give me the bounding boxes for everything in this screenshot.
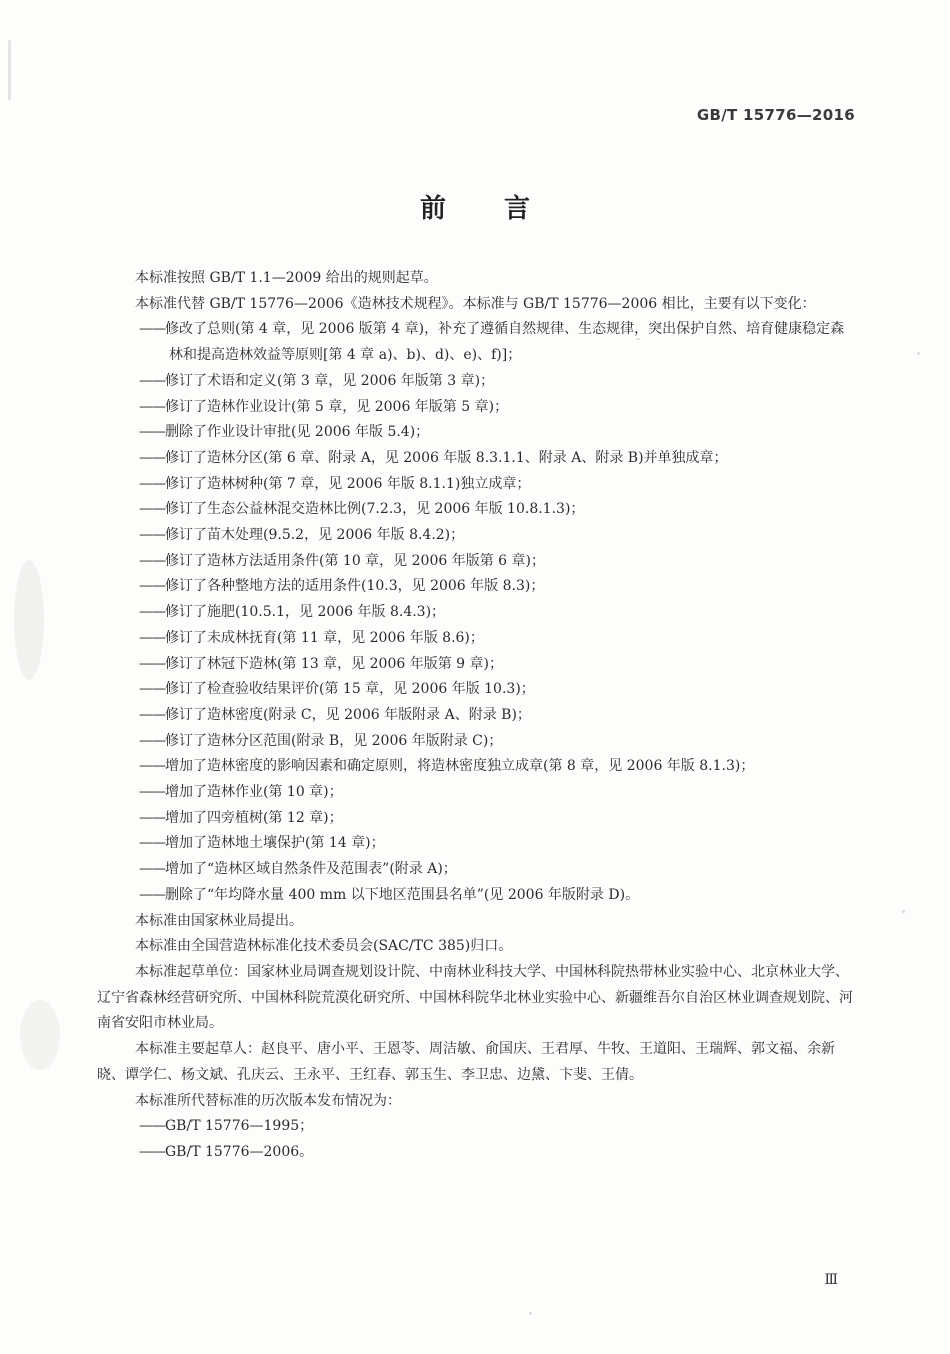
list-item — [97, 497, 857, 523]
list-item — [97, 677, 857, 703]
list-item — [97, 857, 857, 883]
list-marker: —— — [139, 681, 165, 698]
scan-speck — [917, 352, 920, 355]
paragraph: 本标准由国家林业局提出。 — [135, 912, 303, 929]
paragraph: 本标准主要起草人：赵良平、唐小平、王恩苓、周洁敏、俞国庆、王君厚、牛牧、王道阳、王瑞辉、郭文福、余新晓、谭学仁、杨文斌、孔庆云、王永平、王红春、郭玉生、李卫忠、边黛、卞斐、王倩。 — [97, 1041, 835, 1083]
list-item — [97, 652, 857, 678]
list-marker: —— — [139, 809, 165, 826]
list-item-text: 增加了造林密度的影响因素和确定原则，将造林密度独立成章(第 8 章，见 2006 年版 8.1.3)； — [165, 758, 755, 775]
list-item-text: 修订了造林分区(第 6 章、附录 A，见 2006 年版 8.3.1.1、附录 A、附录 B)并单独成章； — [165, 449, 728, 466]
list-item-text: 修订了造林树种(第 7 章，见 2006 年版 8.1.1)独立成章； — [165, 475, 531, 492]
list-marker: —— — [139, 784, 165, 801]
list-item — [97, 420, 857, 446]
document-body — [97, 266, 857, 1166]
list-item-text: 修订了造林密度(附录 C，见 2006 年版附录 A、附录 B)； — [165, 706, 531, 723]
list-item-text: 修订了施肥(10.5.1，见 2006 年版 8.4.3)； — [165, 604, 446, 621]
list-item — [97, 1114, 857, 1140]
list-item — [97, 369, 857, 395]
list-item — [97, 549, 857, 575]
list-item-text: 增加了“造林区域自然条件及范围表”(附录 A)； — [165, 861, 457, 878]
list-item-text: GB/T 15776—1995； — [165, 1118, 314, 1135]
list-marker: —— — [139, 1118, 165, 1135]
list-item-text: 增加了造林作业(第 10 章)； — [165, 784, 343, 801]
list-marker: —— — [139, 655, 165, 672]
list-marker: —— — [139, 1143, 165, 1160]
page-title: 前言 — [419, 194, 588, 224]
list-marker: —— — [139, 835, 165, 852]
scan-speck — [902, 910, 905, 913]
list-item — [97, 317, 857, 368]
paragraph: 本标准起草单位：国家林业局调查规划设计院、中南林业科技大学、中国林科院热带林业实验中心、北京林业大学、辽宁省森林经营研究所、中国林科院荒漠化研究所、中国林科院华北林业实验中心、新疆维吾尔自治区林业调查规划院、河南省安阳市林业局。 — [97, 963, 853, 1032]
list-item-text: 删除了“年均降水量 400 mm 以下地区范围县名单”(见 2006 年版附录 D)。 — [165, 886, 640, 903]
list-marker: —— — [139, 886, 165, 903]
scan-speck — [529, 1312, 532, 1315]
list-item — [97, 729, 857, 755]
list-item-text: 删除了作业设计审批(见 2006 年版 5.4)； — [165, 424, 430, 441]
list-item — [97, 703, 857, 729]
list-item-text: 修订了未成林抚育(第 11 章，见 2006 年版 8.6)； — [165, 629, 484, 646]
list-marker: —— — [139, 732, 165, 749]
list-item — [97, 446, 857, 472]
list-item — [97, 1140, 857, 1166]
paragraph: 本标准代替 GB/T 15776—2006《造林技术规程》。本标准与 GB/T 15776—2006 相比，主要有以下变化： — [135, 295, 816, 312]
list-marker: —— — [139, 758, 165, 775]
list-marker: —— — [139, 449, 165, 466]
history-list — [97, 1114, 857, 1165]
list-item-text: 修订了林冠下造林(第 13 章，见 2006 年版第 9 章)； — [165, 655, 503, 672]
scan-speck — [20, 1000, 60, 1070]
list-item — [97, 626, 857, 652]
list-item-text: 修订了造林作业设计(第 5 章，见 2006 年版第 5 章)； — [165, 398, 509, 415]
list-marker: —— — [139, 321, 165, 338]
list-marker: —— — [139, 629, 165, 646]
list-marker: —— — [139, 861, 165, 878]
list-marker: —— — [139, 552, 165, 569]
list-marker: —— — [139, 527, 165, 544]
paragraph: 本标准由全国营造林标准化技术委员会(SAC/TC 385)归口。 — [135, 938, 513, 955]
list-marker: —— — [139, 372, 165, 389]
list-item — [97, 883, 857, 909]
list-item — [97, 806, 857, 832]
list-marker: —— — [139, 475, 165, 492]
list-marker: —— — [139, 604, 165, 621]
scan-speck — [14, 560, 44, 680]
list-item — [97, 754, 857, 780]
list-item — [97, 472, 857, 498]
list-item — [97, 600, 857, 626]
list-item-text: GB/T 15776—2006。 — [165, 1143, 314, 1160]
changes-list — [97, 317, 857, 908]
list-item — [97, 780, 857, 806]
list-item-text: 修改了总则(第 4 章，见 2006 版第 4 章)，补充了遵循自然规律、生态规律，突出保护自然、培育健康稳定森林和提高造林效益等原则[第 4 章 a)、b)、d)、e)、f)]； — [165, 321, 845, 364]
list-marker: —— — [139, 398, 165, 415]
list-marker: —— — [139, 501, 165, 518]
list-item — [97, 574, 857, 600]
list-item-text: 修订了术语和定义(第 3 章，见 2006 年版第 3 章)； — [165, 372, 495, 389]
list-item — [97, 831, 857, 857]
list-item-text: 修订了各种整地方法的适用条件(10.3，见 2006 年版 8.3)； — [165, 578, 545, 595]
list-item — [97, 523, 857, 549]
paragraph: 本标准按照 GB/T 1.1—2009 给出的规则起草。 — [135, 270, 438, 286]
list-marker: —— — [139, 424, 165, 441]
paragraph: 本标准所代替标准的历次版本发布情况为： — [135, 1092, 401, 1109]
list-item-text: 修订了造林分区范围(附录 B，见 2006 年版附录 C)； — [165, 732, 503, 749]
scan-speck — [8, 40, 11, 100]
list-item-text: 修订了检查验收结果评价(第 15 章，见 2006 年版 10.3)； — [165, 681, 535, 698]
list-marker: —— — [139, 706, 165, 723]
list-item-text: 增加了造林地土壤保护(第 14 章)； — [165, 835, 385, 852]
list-item-text: 增加了四旁植树(第 12 章)； — [165, 809, 343, 826]
list-item-text: 修订了生态公益林混交造林比例(7.2.3，见 2006 年版 10.8.1.3)； — [165, 501, 585, 518]
page-number: Ⅲ — [824, 1272, 838, 1288]
standard-code: GB/T 15776—2016 — [696, 106, 855, 124]
list-item-text: 修订了造林方法适用条件(第 10 章，见 2006 年版第 6 章)； — [165, 552, 545, 569]
list-item-text: 修订了苗木处理(9.5.2，见 2006 年版 8.4.2)； — [165, 527, 465, 544]
list-marker: —— — [139, 578, 165, 595]
list-item — [97, 395, 857, 421]
